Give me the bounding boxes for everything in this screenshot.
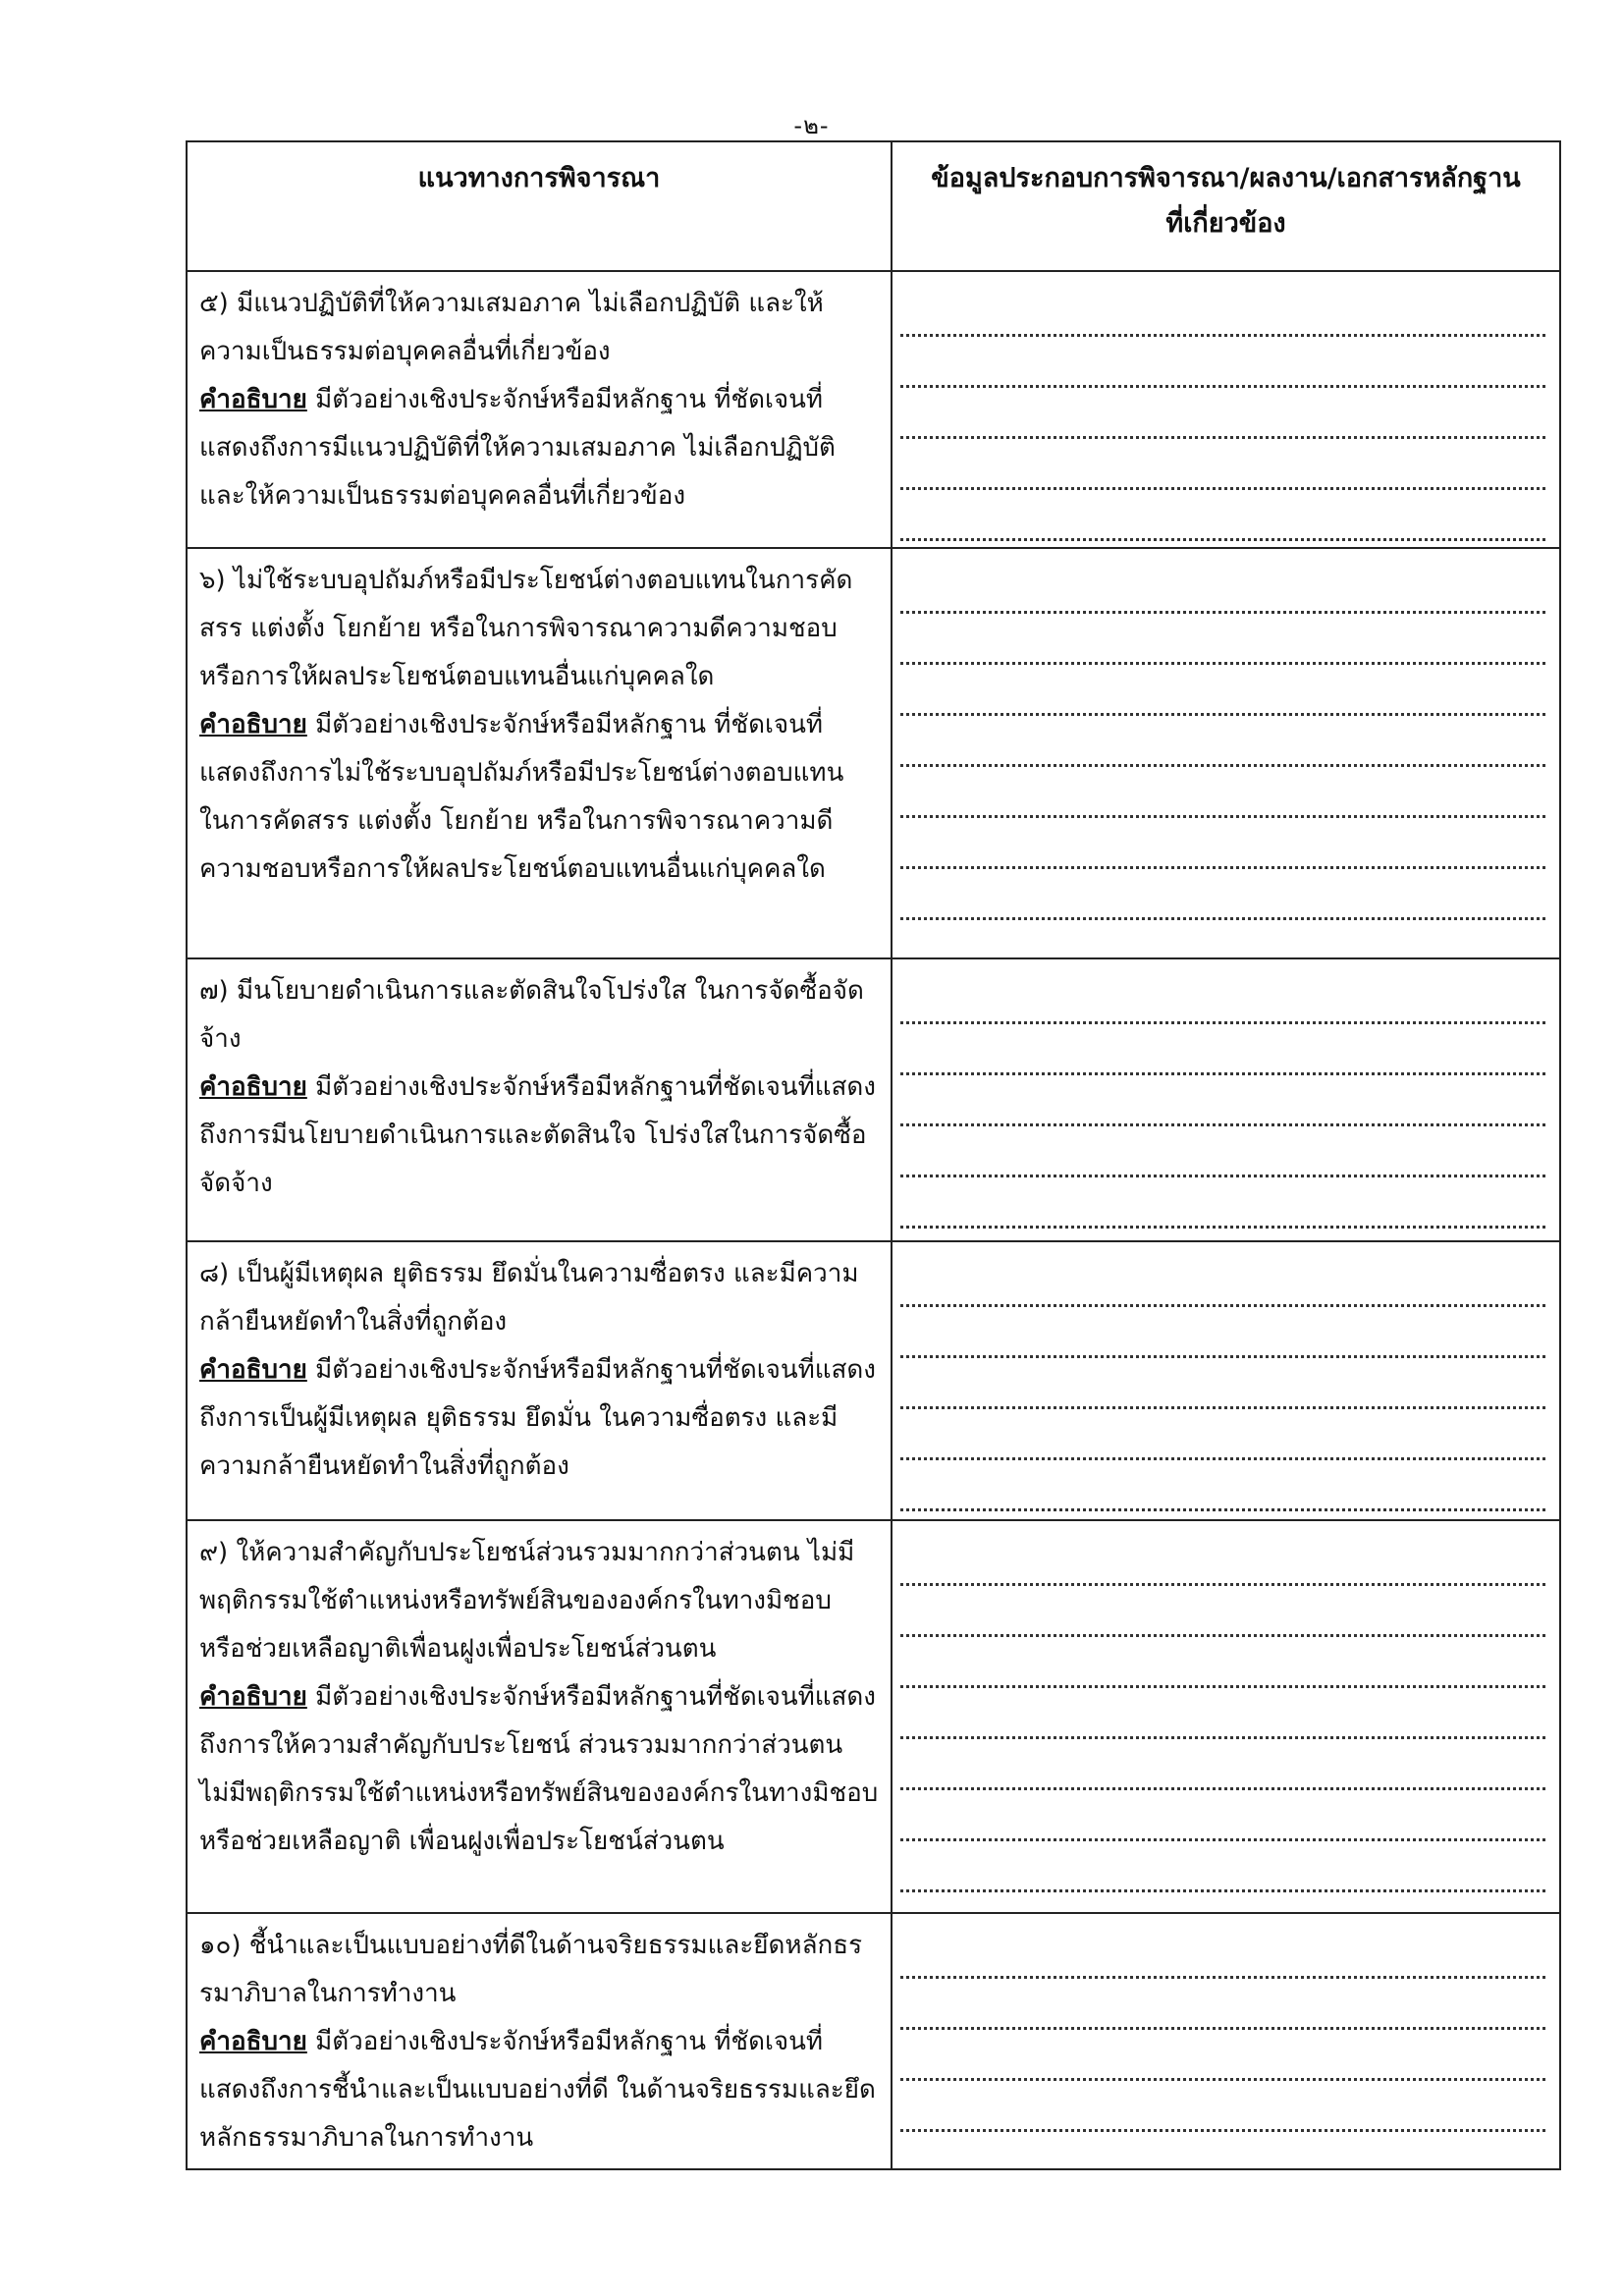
dotted-line	[900, 716, 1545, 767]
explanation-label: คำอธิบาย	[199, 2027, 307, 2056]
explanation-label: คำอธิบาย	[199, 710, 307, 739]
table-row	[187, 548, 1560, 958]
dotted-line	[900, 1307, 1545, 1358]
dotted-line	[900, 1535, 1545, 1586]
dotted-line	[900, 869, 1545, 920]
dotted-line	[900, 1688, 1545, 1739]
header-evidence-line2: ที่เกี่ยวข้อง	[1165, 208, 1286, 239]
criterion-text: ๘) เป็นผู้มีเหตุผล ยุติธรรม ยึดมั่นในความซื่อตรง และมีความกล้ายืนหยัดทำในสิ่งที่ถูกต้อง	[199, 1259, 859, 1337]
dotted-line	[900, 1409, 1545, 1460]
explanation-body: มีตัวอย่างเชิงประจักษ์หรือมีหลักฐานที่ชัดเจนที่แสดงถึงการเป็นผู้มีเหตุผล ยุติธรรม ยึดมั่น ในความซื่อตรง และมีความกล้ายืนหยัดทำในสิ่งที่ถูกต้อง	[199, 1355, 876, 1481]
explanation-body: มีตัวอย่างเชิงประจักษ์หรือมีหลักฐาน ที่ชัดเจนที่แสดงถึงการชี้นำและเป็นแบบอย่างที่ดี ในด้านจริยธรรมและยึดหลักธรรมาภิบาลในการทำงาน	[199, 2027, 876, 2153]
criterion-text: ๙) ให้ความสำคัญกับประโยชน์ส่วนรวมมากกว่าส่วนตน ไม่มีพฤติกรรมใช้ตำแหน่งหรือทรัพย์สินขององค์กรในทางมิชอบ หรือช่วยเหลือญาติเพื่อนฝูงเพื่อประโยชน์ส่วนตน	[199, 1538, 855, 1664]
criterion-cell	[187, 271, 892, 548]
table-row	[187, 958, 1560, 1241]
criterion-text: ๕) มีแนวปฏิบัติที่ให้ความเสมอภาค ไม่เลือกปฏิบัติ และให้ความเป็นธรรมต่อบุคคลอื่นที่เกี่ยวข้อง	[199, 289, 824, 366]
explanation-label: คำอธิบาย	[199, 1355, 307, 1385]
evidence-cell[interactable]	[892, 1520, 1560, 1913]
table-row	[187, 1241, 1560, 1520]
evidence-cell[interactable]	[892, 1241, 1560, 1520]
explanation-label: คำอธิบาย	[199, 1072, 307, 1102]
explanation-text	[199, 1064, 879, 1208]
explanation-label: คำอธิบาย	[199, 385, 307, 414]
criterion-text: ๑๐) ชี้นำและเป็นแบบอย่างที่ดีในด้านจริยธรรมและยึดหลักธรรมาภิบาลในการทำงาน	[199, 1931, 863, 2008]
criterion-cell	[187, 1241, 892, 1520]
explanation-text	[199, 1673, 879, 1866]
dotted-line	[900, 1637, 1545, 1688]
dotted-line	[900, 1024, 1545, 1075]
dotted-line	[900, 439, 1545, 490]
dotted-line	[900, 388, 1545, 439]
dotted-line	[900, 563, 1545, 614]
criterion-text: ๗) มีนโยบายดำเนินการและตัดสินใจโปร่งใส ในการจัดซื้อจัดจ้าง	[199, 976, 864, 1054]
dotted-line	[900, 1586, 1545, 1637]
explanation-text	[199, 2018, 879, 2162]
explanation-body: มีตัวอย่างเชิงประจักษ์หรือมีหลักฐานที่ชัดเจนที่แสดงถึงการให้ความสำคัญกับประโยชน์ ส่วนรวมมากกว่าส่วนตน ไม่มีพฤติกรรมใช้ตำแหน่งหรือทรัพย์สินขององค์กรในทางมิชอบหรือช่วยเหลือญาติ เพื่อนฝูงเพื่อประโยชน์ส่วนตน	[199, 1682, 879, 1856]
dotted-line	[900, 665, 1545, 716]
dotted-line	[900, 973, 1545, 1024]
dotted-line	[900, 1979, 1545, 2030]
dotted-line	[900, 1841, 1545, 1892]
dotted-line	[900, 1358, 1545, 1409]
explanation-body: มีตัวอย่างเชิงประจักษ์หรือมีหลักฐานที่ชัดเจนที่แสดงถึงการมีนโยบายดำเนินการและตัดสินใจ โปร่งใสในการจัดซื้อจัดจ้าง	[199, 1072, 876, 1198]
dotted-line	[900, 1177, 1545, 1229]
dotted-line	[900, 1126, 1545, 1177]
criterion-cell	[187, 1913, 892, 2169]
explanation-body: มีตัวอย่างเชิงประจักษ์หรือมีหลักฐาน ที่ชัดเจนที่แสดงถึงการไม่ใช้ระบบอุปถัมภ์หรือมีประโยชน์ต่างตอบแทน ในการคัดสรร แต่งตั้ง โยกย้าย หรือในการพิจารณาความดีความชอบหรือการให้ผลประโยชน์ตอบแทนอื่นแก่บุคคลใด	[199, 710, 844, 884]
dotted-line	[900, 2081, 1545, 2132]
dotted-line	[900, 1739, 1545, 1790]
dotted-line	[900, 286, 1545, 337]
header-criteria-label: แนวทางการพิจารณา	[417, 163, 661, 193]
dotted-line	[900, 1790, 1545, 1841]
page-number: -๒-	[793, 112, 830, 139]
dotted-line	[900, 1928, 1545, 1979]
criterion-cell	[187, 958, 892, 1241]
dotted-line	[900, 767, 1545, 818]
dotted-line	[900, 2030, 1545, 2081]
dotted-line	[900, 490, 1545, 541]
evidence-cell[interactable]	[892, 548, 1560, 958]
dotted-line	[900, 1075, 1545, 1126]
dotted-line	[900, 1256, 1545, 1307]
criteria-table	[186, 140, 1561, 2170]
table-row	[187, 1520, 1560, 1913]
criterion-cell	[187, 1520, 892, 1913]
explanation-label: คำอธิบาย	[199, 1682, 307, 1712]
dotted-line	[900, 614, 1545, 665]
header-criteria	[187, 141, 892, 271]
explanation-text	[199, 701, 879, 894]
criterion-cell	[187, 548, 892, 958]
table-row	[187, 271, 1560, 548]
dotted-line	[900, 337, 1545, 388]
explanation-body: มีตัวอย่างเชิงประจักษ์หรือมีหลักฐาน ที่ชัดเจนที่แสดงถึงการมีแนวปฏิบัติที่ให้ความเสมอภาค ไม่เลือกปฏิบัติ และให้ความเป็นธรรมต่อบุคคลอื่นที่เกี่ยวข้อง	[199, 385, 836, 511]
evidence-cell[interactable]	[892, 958, 1560, 1241]
table-row	[187, 1913, 1560, 2169]
explanation-text	[199, 376, 879, 520]
criterion-text: ๖) ไม่ใช้ระบบอุปถัมภ์หรือมีประโยชน์ต่างตอบแทนในการคัดสรร แต่งตั้ง โยกย้าย หรือในการพิจารณาความดีความชอบ หรือการให้ผลประโยชน์ตอบแทนอื่นแก่บุคคลใด	[199, 566, 853, 691]
header-evidence	[892, 141, 1560, 271]
header-evidence-line1: ข้อมูลประกอบการพิจารณา/ผลงาน/เอกสารหลักฐาน	[931, 163, 1521, 193]
evidence-cell[interactable]	[892, 1913, 1560, 2169]
explanation-text	[199, 1346, 879, 1491]
evidence-cell[interactable]	[892, 271, 1560, 548]
dotted-line	[900, 818, 1545, 869]
dotted-line	[900, 1460, 1545, 1511]
table-header-row	[187, 141, 1560, 271]
